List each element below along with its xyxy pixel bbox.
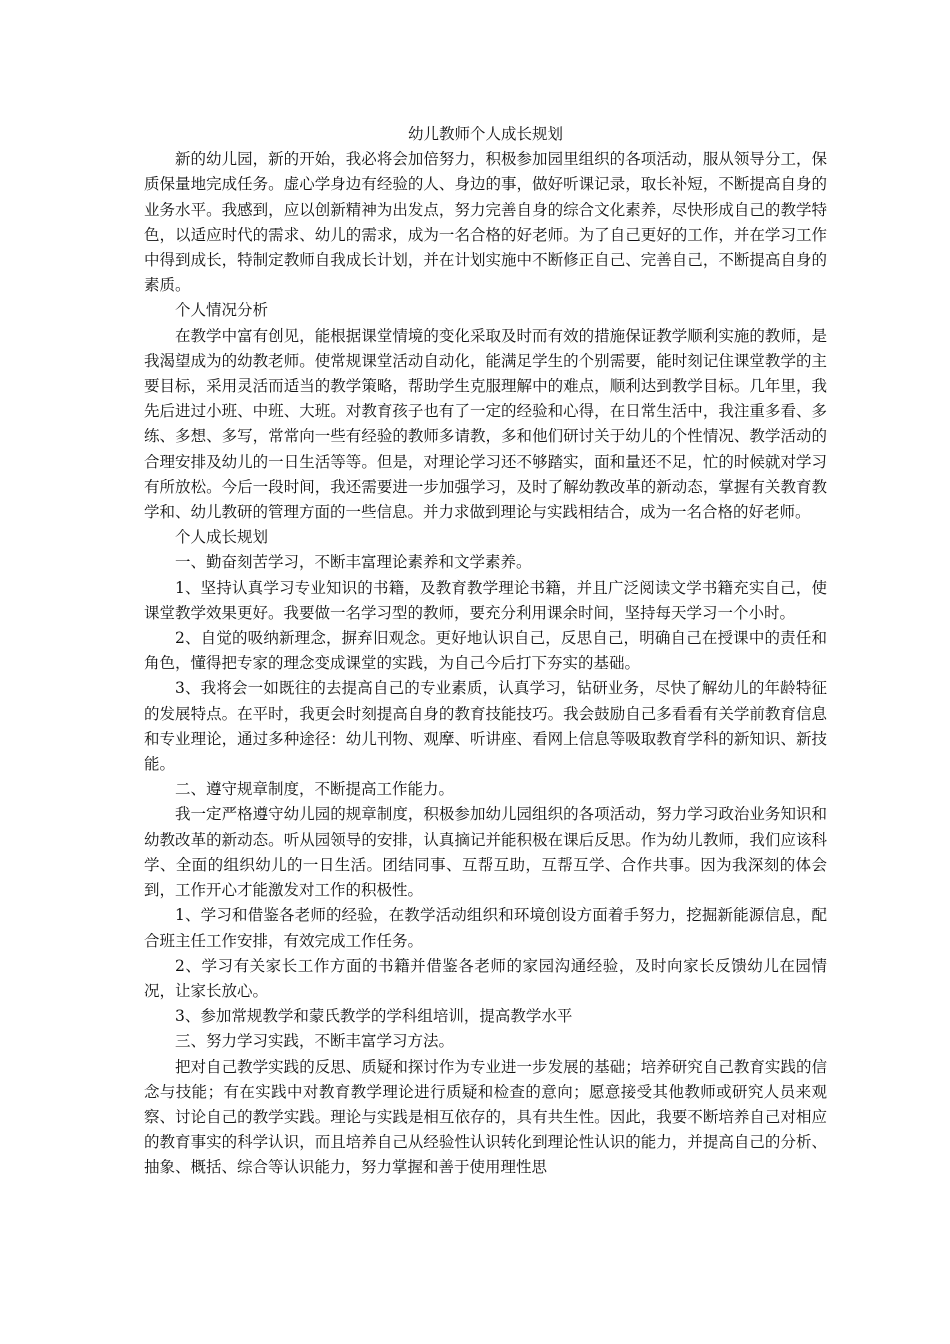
- paragraph-study-1: 1、坚持认真学习专业知识的书籍，及教育教学理论书籍，并且广泛阅读文学书籍充实自己，使课堂教学效果更好。我要做一名学习型的教师，要充分利用课余时间，坚持每天学习一个小时。: [144, 578, 827, 622]
- paragraph-rules-3: 3、参加常规教学和蒙氏教学的学科组培训，提高教学水平: [175, 1007, 573, 1026]
- paragraph-rules: 我一定严格遵守幼儿园的规章制度，积极参加幼儿园组织的各项活动，努力学习政治业务知识和幼教改革的新动态。听从园领导的安排，认真摘记并能积极在课后反思。作为幼儿教师，我们应该科学、全面的组织幼儿的一日生活。团结同事、互帮互助，互帮互学、合作共事。因为我深刻的体会到，工作开心才能激发对工作的积极性。: [144, 805, 827, 900]
- section-heading-situation: 个人情况分析: [175, 301, 269, 320]
- paragraph-practice: 把对自己教学实践的反思、质疑和探讨作为专业进一步发展的基础；培养研究自己教育实践的信念与技能；有在实践中对教育教学理论进行质疑和检查的意向；愿意接受其他教师或研究人员来观察、讨论自己的教学实践。理论与实践是相互依存的，具有共生性。因此，我要不断培养自己对相应的教育事实的科学认识，而且培养自己从经验性认识转化到理论性认识的能力，并提高自己的分析、抽象、概括、综合等认识能力，努力掌握和善于使用理性思: [144, 1057, 827, 1177]
- subheading-study: 一、勤奋刻苦学习，不断丰富理论素养和文学素养。: [175, 553, 532, 572]
- subheading-practice: 三、努力学习实践，不断丰富学习方法。: [175, 1032, 455, 1051]
- document-title: 幼儿教师个人成长规划: [407, 125, 563, 143]
- subheading-rules: 二、遵守规章制度，不断提高工作能力。: [175, 780, 455, 799]
- paragraph-study-2: 2、自觉的吸纳新理念，摒弃旧观念。更好地认识自己，反思自己，明确自己在授课中的责任和角色，懂得把专家的理念变成课堂的实践，为自己今后打下夯实的基础。: [144, 629, 827, 673]
- section-heading-plan: 个人成长规划: [175, 528, 269, 547]
- paragraph-intro: 新的幼儿园，新的开始，我必将会加倍努力，积极参加园里组织的各项活动，服从领导分工，保质保量地完成任务。虚心学身边有经验的人、身边的事，做好听课记录，取长补短，不断提高自身的业务水平。我感到，应以创新精神为出发点，努力完善自身的综合文化素养，尽快形成自己的教学特色，以适应时代的需求、幼儿的需求，成为一名合格的好老师。为了自己更好的工作，并在学习工作中得到成长，特制定教师自我成长计划，并在计划实施中不断修正自己、完善自己，不断提高自身的素质。: [144, 150, 827, 295]
- paragraph-study-3: 3、我将会一如既往的去提高自己的专业素质，认真学习，钻研业务，尽快了解幼儿的年龄特征的发展特点。在平时，我更会时刻提高自身的教育技能技巧。我会鼓励自己多看看有关学前教育信息和专业理论，通过多种途径：幼儿刊物、观摩、听讲座、看网上信息等吸取教育学科的新知识、新技能。: [144, 679, 827, 774]
- paragraph-rules-1: 1、学习和借鉴各老师的经验，在教学活动组织和环境创设方面着手努力，挖掘新能源信息，配合班主任工作安排，有效完成工作任务。: [144, 906, 827, 950]
- paragraph-rules-2: 2、学习有关家长工作方面的书籍并借鉴各老师的家园沟通经验，及时向家长反馈幼儿在园情况，让家长放心。: [144, 956, 827, 1000]
- document-body: [144, 122, 827, 1181]
- paragraph-situation: 在教学中富有创见，能根据课堂情境的变化采取及时而有效的措施保证教学顺利实施的教师，是我渴望成为的幼教老师。使常规课堂活动自动化，能满足学生的个别需要，能时刻记住课堂教学的主要目标，采用灵活而适当的教学策略，帮助学生克服理解中的难点，顺利达到教学目标。几年里，我先后进过小班、中班、大班。对教育孩子也有了一定的经验和心得，在日常生活中，我注重多看、多练、多想、多写，常常向一些有经验的教师多请教，多和他们研讨关于幼儿的个性情况、教学活动的合理安排及幼儿的一日生活等等。但是，对理论学习还不够踏实，面和量还不足，忙的时候就对学习有所放松。今后一段时间，我还需要进一步加强学习，及时了解幼教改革的新动态，掌握有关教育教学和、幼儿教研的管理方面的一些信息。并力求做到理论与实践相结合，成为一名合格的好老师。: [144, 326, 827, 522]
